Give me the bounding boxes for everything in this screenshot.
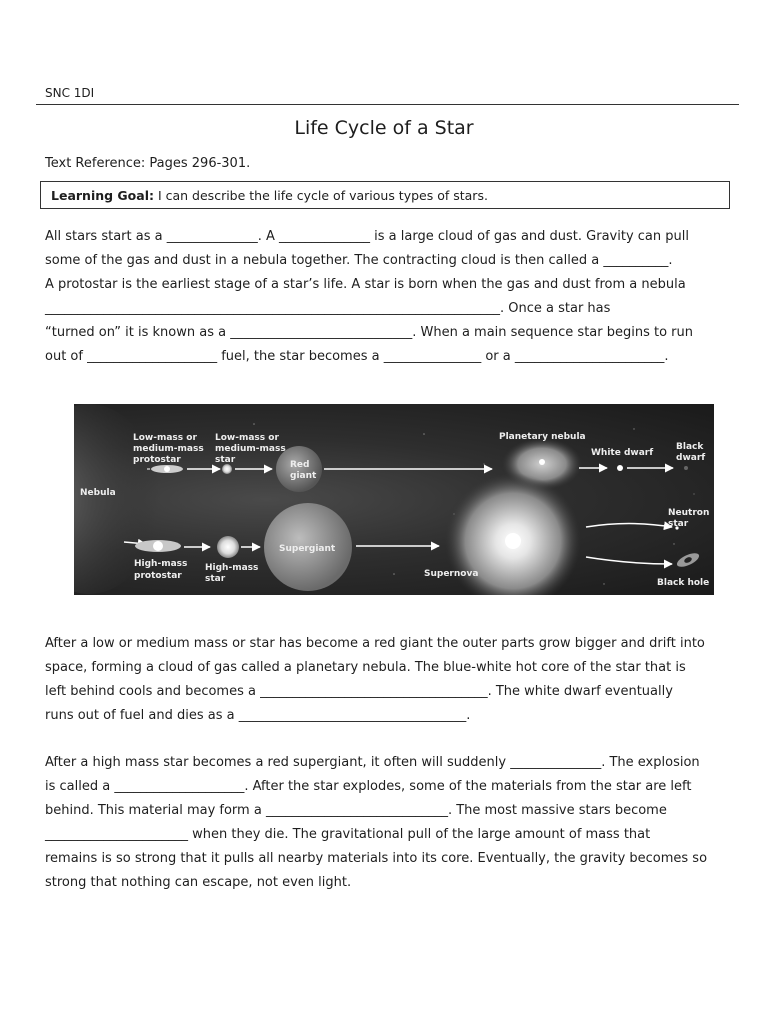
label-nebula: Nebula xyxy=(80,488,116,498)
text-reference: Text Reference: Pages 296-301. xyxy=(45,156,251,171)
paragraph-intro xyxy=(45,225,693,369)
label-supergiant: Supergiant xyxy=(279,544,336,554)
label-low-mass-star-1: Low-mass or xyxy=(215,433,279,443)
learning-goal-label: Learning Goal: xyxy=(51,188,154,203)
low-mass-protostar-core xyxy=(164,466,170,472)
paragraph-line: behind. This material may form a ____________________________. The most massive stars become xyxy=(45,803,667,818)
paragraph-high-mass xyxy=(45,751,707,895)
label-high-mass-protostar-1: High-mass xyxy=(134,559,188,569)
label-black-hole: Black hole xyxy=(657,578,710,588)
label-low-mass-protostar-2: medium-mass xyxy=(133,444,204,454)
learning-goal-box xyxy=(40,181,730,209)
label-low-mass-protostar-3: protostar xyxy=(133,455,181,465)
high-mass-star-shape xyxy=(217,536,239,558)
label-neutron-star-1: Neutron xyxy=(668,508,710,518)
course-code: SNC 1DI xyxy=(45,86,95,100)
label-high-mass-star-1: High-mass xyxy=(205,563,259,573)
label-low-mass-star-2: medium-mass xyxy=(215,444,286,454)
arrow xyxy=(586,524,672,528)
learning-goal-text: I can describe the life cycle of various types of stars. xyxy=(154,188,488,203)
label-low-mass-star-3: star xyxy=(215,455,236,465)
paragraph-line: out of ____________________ fuel, the star becomes a _______________ or a _______________________. xyxy=(45,349,669,364)
paragraph-line: “turned on” it is known as a ____________________________. When a main sequence star begins to run xyxy=(45,325,694,340)
label-low-mass-protostar-1: Low-mass or xyxy=(133,433,197,443)
white-dwarf-shape xyxy=(617,465,623,471)
star-life-cycle-diagram xyxy=(74,404,714,595)
paragraph-line: After a low or medium mass or star has become a red giant the outer parts grow bigger and drift into xyxy=(45,636,705,651)
label-supernova: Supernova xyxy=(424,569,479,579)
label-red-giant-2: giant xyxy=(290,471,317,481)
arrow xyxy=(586,557,672,564)
paragraph-low-mass xyxy=(45,632,705,728)
paragraph-line: A protostar is the earliest stage of a star’s life. A star is born when the gas and dust from a nebula xyxy=(45,277,686,292)
paragraph-line: left behind cools and becomes a ___________________________________. The white dwarf eventually xyxy=(45,684,673,699)
label-white-dwarf: White dwarf xyxy=(591,448,654,458)
label-high-mass-star-2: star xyxy=(205,574,226,584)
black-dwarf-shape xyxy=(684,466,688,470)
label-high-mass-protostar-2: protostar xyxy=(134,571,182,581)
label-planetary-nebula: Planetary nebula xyxy=(499,432,586,442)
page-title: Life Cycle of a Star xyxy=(294,117,474,139)
paragraph-line: space, forming a cloud of gas called a planetary nebula. The blue-white hot core of the star that is xyxy=(45,660,686,675)
header-divider xyxy=(36,104,739,105)
paragraph-line: remains is so strong that it pulls all nearby materials into its core. Eventually, the gravity becomes so xyxy=(45,851,708,866)
paragraph-line: ______________________ when they die. The gravitational pull of the large amount of mass that xyxy=(45,827,651,842)
label-red-giant-1: Red xyxy=(290,460,310,470)
paragraph-line: After a high mass star becomes a red supergiant, it often will suddenly ______________. The explosion xyxy=(45,755,700,770)
label-black-dwarf-1: Black xyxy=(676,442,704,452)
low-mass-star-shape xyxy=(222,464,232,474)
paragraph-line: runs out of fuel and dies as a ___________________________________. xyxy=(45,708,471,723)
paragraph-line: ______________________________________________________________________. Once a star has xyxy=(45,301,611,316)
label-black-dwarf-2: dwarf xyxy=(676,453,706,463)
label-neutron-star-2: star xyxy=(668,519,689,529)
paragraph-line: is called a ____________________. After the star explodes, some of the materials from the star are left xyxy=(45,779,692,794)
paragraph-line: strong that nothing can escape, not even light. xyxy=(45,875,352,890)
paragraph-line: All stars start as a ______________. A ______________ is a large cloud of gas and dust. Gravity can pull xyxy=(45,229,689,244)
paragraph-line: some of the gas and dust in a nebula together. The contracting cloud is then called a __________. xyxy=(45,253,673,268)
